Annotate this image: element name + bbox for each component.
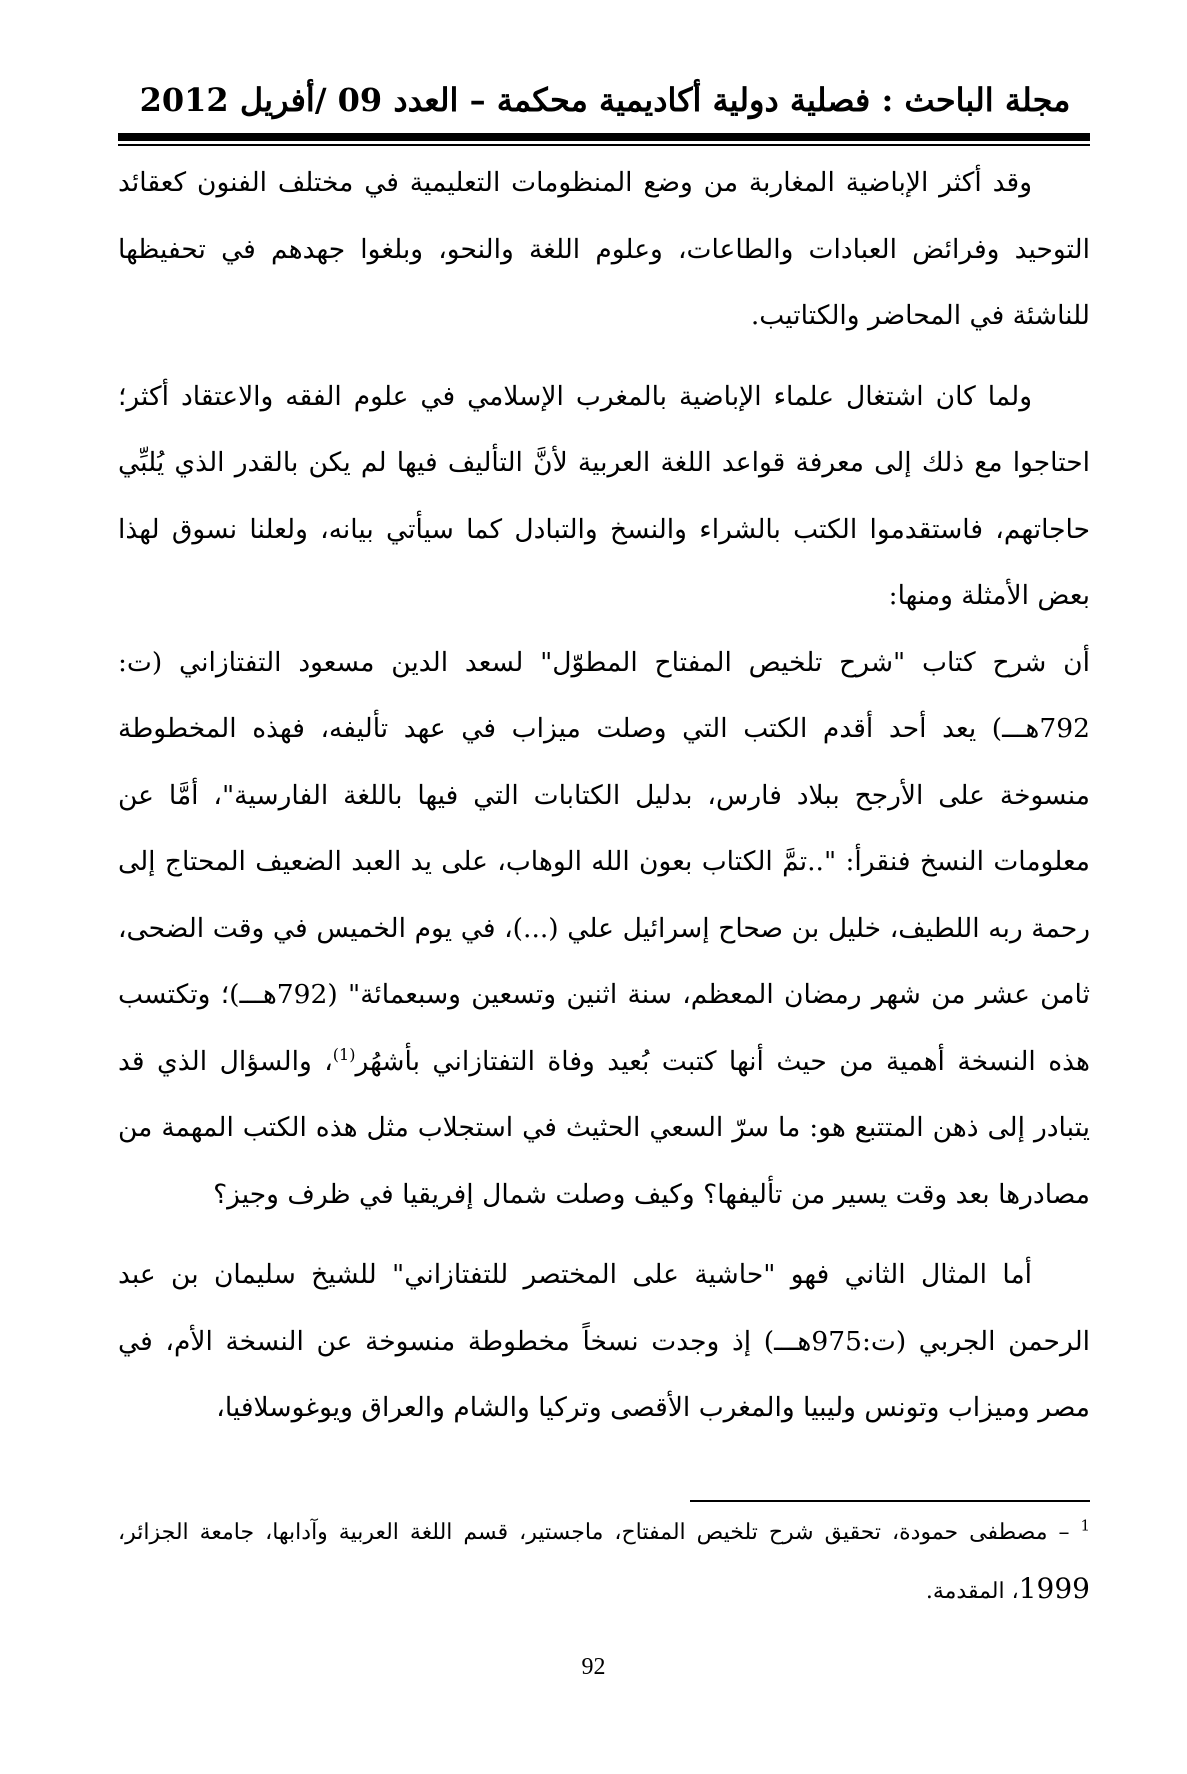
header-rule-thin [118,144,1090,146]
footnote-text-b: ، المقدمة. [925,1579,1019,1604]
article-body [118,150,1090,1442]
footnote-reference[interactable]: (1) [332,1044,356,1064]
footnote-number: 1 [1080,1516,1090,1535]
paragraph-1: وقد أكثر الإباضية المغاربة من وضع المنظومات التعليمية في مختلف الفنون كعقائد التوحيد وفرائض العبادات والطاعات، وعلوم اللغة والنحو، وبلغوا جهدهم في تحفيظها للناشئة في المحاضر والكتاتيب. [118,167,1090,331]
paragraph-2: ولما كان اشتغال علماء الإباضية بالمغرب الإسلامي في علوم الفقه والاعتقاد أكثر؛ احتاجوا مع ذلك إلى معرفة قواعد اللغة العربية لأنَّ التأليف فيها لم يكن بالقدر الذي يُلبِّي حاجاتهم، فاستقدموا الكتب بالشراء والنسخ والتبادل كما سيأتي بيانه، ولعلنا نسوق لهذا بعض الأمثلة ومنها: [118,380,1090,611]
page-number: 92 [581,1654,606,1680]
footnote-text-a: – مصطفى حمودة، تحقيق شرح تلخيص المفتاح، ماجستير، قسم اللغة العربية وآدابها، جامعة الجزائر، [118,1520,1070,1545]
footnote [118,1505,1090,1620]
paragraph-3 [118,630,1090,1229]
paragraph-3-text-b: ، والسؤال الذي قد يتبادر إلى ذهن المتتبع هو: ما سرّ السعي الحثيث في استجلاب مثل هذه الكتب المهمة من مصادرها بعد وقت يسير من تأليفها؟ وكيف وصلت شمال إفريقيا في ظرف وجيز؟ [118,1045,1090,1210]
paragraph-3-text-a: أن شرح كتاب "شرح تلخيص المفتاح المطوّل" لسعد الدين مسعود التفتازاني (ت: 792هـــ) يعد أحد أقدم الكتب التي وصلت ميزاب في عهد تأليفه، فهذه المخطوطة منسوخة على الأرجح ببلاد فارس، بدليل الكتابات التي فيها باللغة الفارسية"، أمَّا عن معلومات النسخ فنقرأ: "..تمَّ الكتاب بعون الله الوهاب، على يد العبد الضعيف المحتاج إلى رحمة ربه اللطيف، خليل بن صحاح إسرائيل علي (...)، في يوم الخميس في وقت الضحى، ثامن عشر من شهر رمضان المعظم، سنة اثنين وتسعين وسبعمائة" (792هـــ)؛ وتكتسب هذه النسخة أهمية من حيث أنها كتبت بُعيد وفاة التفتازاني بأشهُر [118,646,1090,1077]
footnote-1 [118,1505,1090,1620]
footnote-separator [690,1500,1090,1502]
paragraph-4: أما المثال الثاني فهو "حاشية على المختصر للتفتازاني" للشيخ سليمان بن عبد الرحمن الجربي (ت:975هـــ) إذ وجدت نسخاً مخطوطة منسوخة عن النسخة الأم، في مصر وميزاب وتونس وليبيا والمغرب الأقصى وتركيا والشام والعراق ويوغوسلافيا، [118,1259,1091,1423]
header-rule-thick [118,133,1090,141]
journal-header: مجلة الباحث : فصلية دولية أكاديمية محكمة – العدد 09 /أفريل 2012 [139,81,1071,119]
footnote-year: 1999 [1018,1572,1090,1605]
